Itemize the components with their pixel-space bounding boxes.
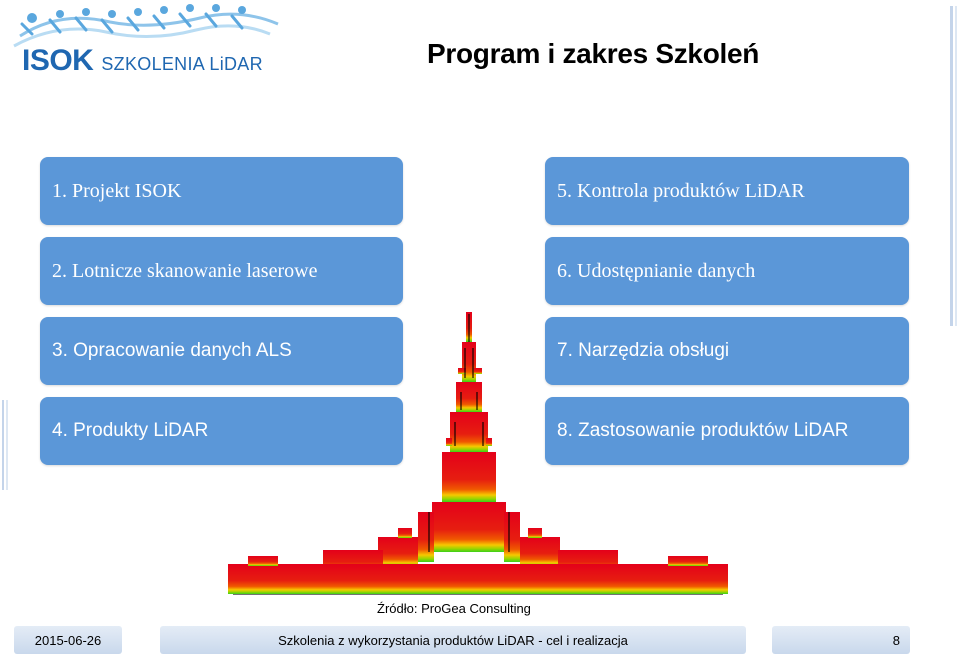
agenda-item-5[interactable]: 5. Kontrola produktów LiDAR [545, 157, 909, 225]
footer-date: 2015-06-26 [14, 626, 122, 654]
logo-isok-text: ISOK [22, 44, 94, 77]
logo-subtitle: SZKOLENIA LiDAR [101, 54, 263, 74]
agenda-item-6[interactable]: 6. Udostępnianie danych [545, 237, 909, 305]
agenda-item-1[interactable]: 1. Projekt ISOK [40, 157, 403, 225]
agenda-item-2[interactable]: 2. Lotnicze skanowanie laserowe [40, 237, 403, 305]
left-decoration-icon [0, 400, 10, 490]
agenda-item-7[interactable]: 7. Narzędzia obsługi [545, 317, 909, 385]
isok-logo [0, 0, 290, 90]
image-source-caption: Źródło: ProGea Consulting [377, 601, 531, 616]
agenda-item-4[interactable]: 4. Produkty LiDAR [40, 397, 403, 465]
agenda-item-3[interactable]: 3. Opracowanie danych ALS [40, 317, 403, 385]
page-number: 8 [772, 626, 910, 654]
lidar-palace-image [228, 312, 728, 604]
agenda-item-8[interactable]: 8. Zastosowanie produktów LiDAR [545, 397, 909, 465]
slide-title: Program i zakres Szkoleń [427, 38, 760, 69]
footer-center-text: Szkolenia z wykorzystania produktów LiDAR - cel i realizacja [160, 626, 746, 654]
right-decoration-icon [946, 6, 960, 326]
